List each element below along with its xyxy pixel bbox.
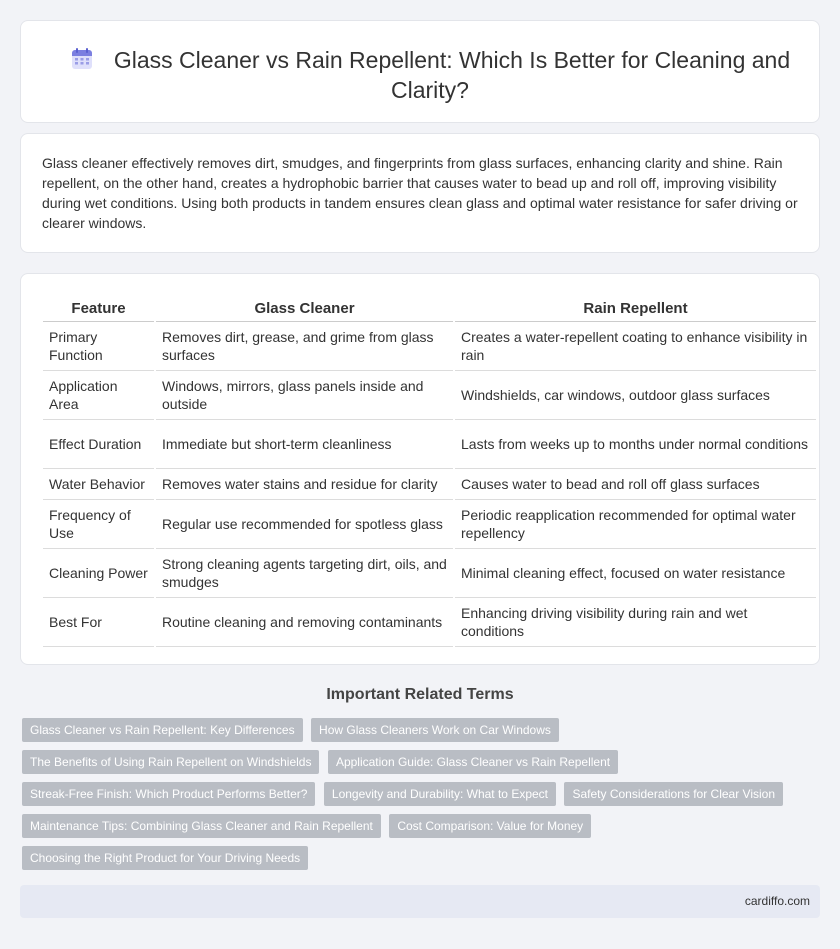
table-cell-feature: Frequency of Use <box>43 500 154 549</box>
page-title <box>61 45 799 105</box>
table-cell-rain-repellent: Causes water to bead and roll off glass surfaces <box>455 469 816 500</box>
table-cell-rain-repellent: Lasts from weeks up to months under normal conditions <box>455 420 816 469</box>
calendar-icon <box>70 47 94 71</box>
intro-paragraph: Glass cleaner effectively removes dirt, smudges, and fingerprints from glass surfaces, enhancing clarity and shine. Rain repellent, on the other hand, creates a hydrophobic barrier that causes water to bead up and roll off, improving visibility during wet conditions. Using both products in tandem ensures clean glass and optimal water resistance for safer driving or clearer windows. <box>42 155 798 231</box>
table-cell-rain-repellent: Minimal cleaning effect, focused on water resistance <box>455 549 816 598</box>
title-wrap <box>61 45 799 105</box>
related-tag[interactable]: Choosing the Right Product for Your Driving Needs <box>22 846 308 870</box>
table-cell-feature: Primary Function <box>43 322 154 371</box>
footer-site-link[interactable]: cardiffo.com <box>744 894 810 908</box>
table-row <box>43 598 816 647</box>
table-cell-rain-repellent: Periodic reapplication recommended for optimal water repellency <box>455 500 816 549</box>
related-tag[interactable]: Application Guide: Glass Cleaner vs Rain Repellent <box>328 750 618 774</box>
table-cell-glass-cleaner: Removes water stains and residue for clarity <box>156 469 453 500</box>
footer <box>20 885 820 918</box>
table-row <box>43 469 816 500</box>
table-cell-glass-cleaner: Removes dirt, grease, and grime from glass surfaces <box>156 322 453 371</box>
table-row <box>43 371 816 420</box>
header-feature: Feature <box>43 296 154 322</box>
comparison-table-card <box>20 273 820 665</box>
table-cell-feature: Effect Duration <box>43 420 154 469</box>
related-terms-title: Important Related Terms <box>326 686 514 703</box>
table-header-row <box>43 296 816 322</box>
table-row <box>43 549 816 598</box>
comparison-table <box>41 296 818 647</box>
table-row <box>43 420 816 469</box>
related-tag[interactable]: The Benefits of Using Rain Repellent on Windshields <box>22 750 319 774</box>
table-cell-glass-cleaner: Regular use recommended for spotless glass <box>156 500 453 549</box>
intro-card <box>20 133 820 253</box>
header-glass-cleaner: Glass Cleaner <box>156 296 453 322</box>
title-card <box>20 20 820 123</box>
table-cell-feature: Water Behavior <box>43 469 154 500</box>
table-row <box>43 322 816 371</box>
table-cell-rain-repellent: Creates a water-repellent coating to enhance visibility in rain <box>455 322 816 371</box>
related-tag[interactable]: Streak-Free Finish: Which Product Performs Better? <box>22 782 315 806</box>
related-tag[interactable]: Maintenance Tips: Combining Glass Cleaner and Rain Repellent <box>22 814 381 838</box>
table-cell-feature: Application Area <box>43 371 154 420</box>
related-tags <box>22 718 802 878</box>
table-cell-feature: Cleaning Power <box>43 549 154 598</box>
table-cell-glass-cleaner: Strong cleaning agents targeting dirt, oils, and smudges <box>156 549 453 598</box>
page-title-text: Glass Cleaner vs Rain Repellent: Which Is Better for Cleaning and Clarity? <box>113 47 791 103</box>
table-cell-glass-cleaner: Routine cleaning and removing contaminants <box>156 598 453 647</box>
related-tag[interactable]: Glass Cleaner vs Rain Repellent: Key Differences <box>22 718 303 742</box>
table-cell-glass-cleaner: Windows, mirrors, glass panels inside and outside <box>156 371 453 420</box>
related-tag[interactable]: Longevity and Durability: What to Expect <box>324 782 556 806</box>
related-tag[interactable]: How Glass Cleaners Work on Car Windows <box>311 718 559 742</box>
related-tag[interactable]: Safety Considerations for Clear Vision <box>564 782 783 806</box>
table-cell-rain-repellent: Windshields, car windows, outdoor glass surfaces <box>455 371 816 420</box>
related-tag[interactable]: Cost Comparison: Value for Money <box>389 814 591 838</box>
table-row <box>43 500 816 549</box>
header-rain-repellent: Rain Repellent <box>455 296 816 322</box>
table-cell-glass-cleaner: Immediate but short-term cleanliness <box>156 420 453 469</box>
table-cell-rain-repellent: Enhancing driving visibility during rain and wet conditions <box>455 598 816 647</box>
table-cell-feature: Best For <box>43 598 154 647</box>
